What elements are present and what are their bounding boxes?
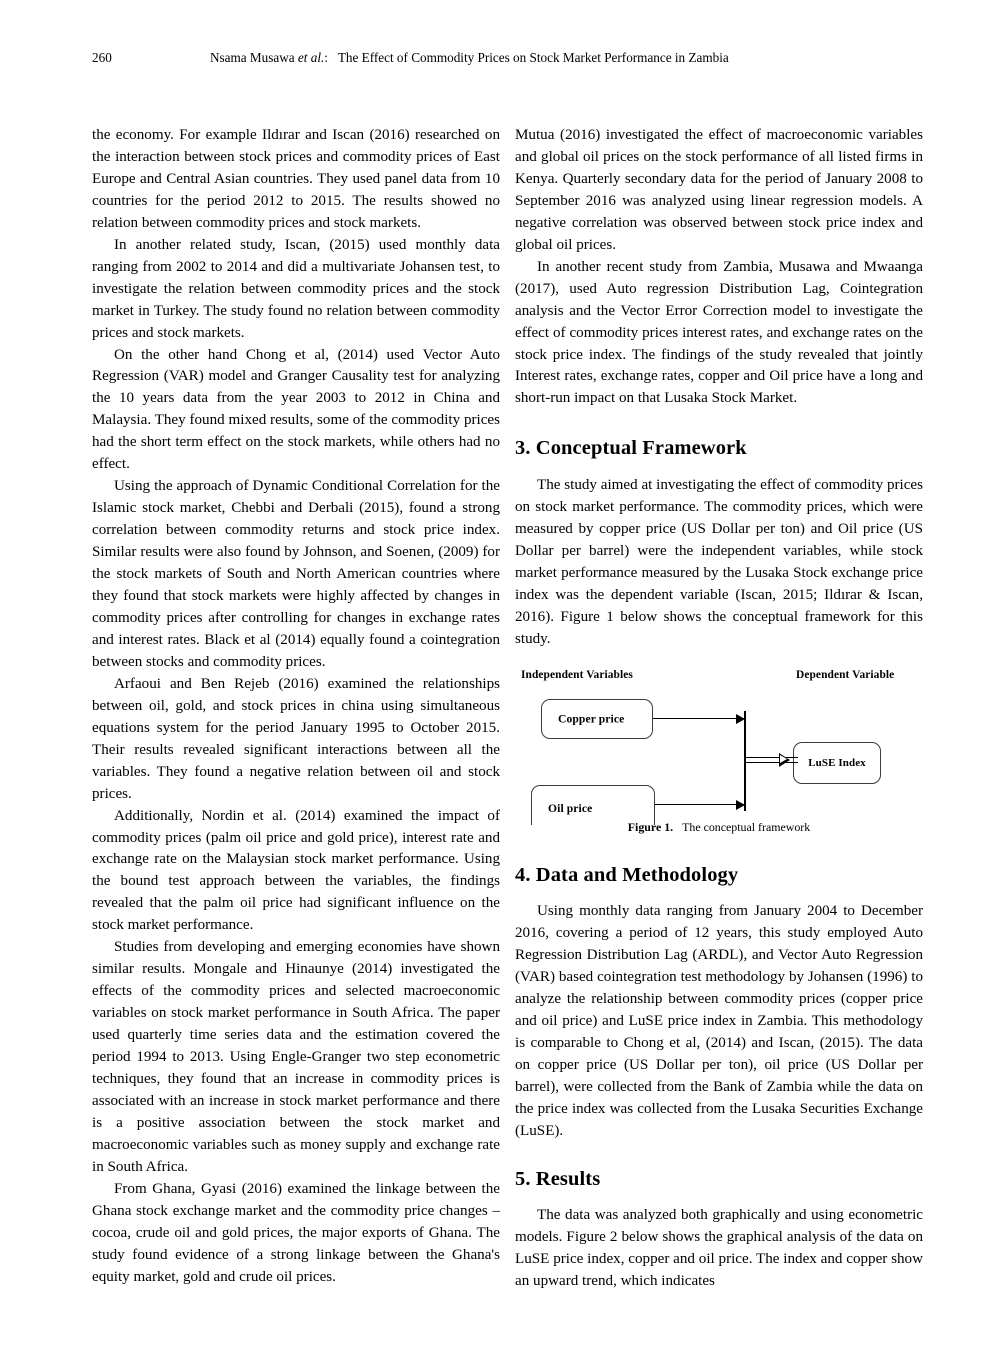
two-column-body bbox=[92, 125, 923, 1305]
diagram-node-copper-price-label: Copper price bbox=[558, 712, 625, 726]
connector-bus-to-luse bbox=[746, 757, 798, 763]
paragraph: The study aimed at investigating the effect of commodity prices on stock market performance. The commodity prices, which were measured by copper price (US Dollar per ton) and Oil price (US Dollar per barrel) were the independent variables, while stock market performance measured by the Lusaka Stock exchange price index was the dependent variable (Iscan, 2015; Ildırar & Iscan, 2016). Figure 1 below shows the conceptual framework for this study. bbox=[515, 477, 923, 647]
diagram-node-oil-price-label: Oil price bbox=[548, 801, 593, 815]
section-heading-data-and-methodology: 4. Data and Methodology bbox=[515, 863, 739, 886]
paragraph: Using the approach of Dynamic Conditional Correlation for the Islamic stock market, Chebbi and Derbali (2015), found a strong correlation between commodity returns and stock price index. Similar results were also found by Johnson, and Soenen, (2009) for the stock markets of South and North American countries where they found that stock markets were highly affected by changes in commodity prices after controlling for changes in exchange rates and interest rates. Black et al (2014) equally found a cointegration between stocks and commodity prices. bbox=[92, 478, 500, 670]
figure-label-independent-variables: Independent Variables bbox=[521, 668, 633, 681]
diagram-node-oil-price bbox=[531, 785, 655, 825]
paragraph: Additionally, Nordin et al. (2014) examined the impact of commodity prices (palm oil price and gold price), interest rate and exchange rate on the Malaysian stock market performance. Using the bound test approach between the variables, the findings revealed that the palm oil price had significant influence on the stock market performance. bbox=[92, 807, 500, 934]
right-column bbox=[515, 125, 923, 1293]
section-heading-conceptual-framework: 3. Conceptual Framework bbox=[515, 437, 747, 460]
paragraph: From Ghana, Gyasi (2016) examined the linkage between the Ghana stock exchange market and the commodity price changes – cocoa, crude oil and gold prices, the major exports of Ghana. The study found evidence of a strong linkage between the Ghana's equity market, gold and crude oil prices. bbox=[92, 1180, 500, 1285]
paragraph: Using monthly data ranging from January 2004 to December 2016, covering a period of 12 years, this study employed Auto Regression Distribution Lag (ARDL), and Vector Auto Regression (VAR) based cointegration test methodology by Johansen (1996) to analyze the relationship between commodity prices (copper price and oil price) and LuSE price index in Zambia. This methodology is comparable to Chong et al, (2014) and Iscan, (2015). The data on copper price (US Dollar per ton), oil price (US Dollar per barrel), were collected from the Bank of Zambia while the data on the price index was collected from the Lusaka Securities Exchange (LuSE). bbox=[515, 903, 923, 1139]
paragraph: On the other hand Chong et al, (2014) used Vector Auto Regression (VAR) model and Granger Causality test for analyzing the 10 years data from the year 2003 to 2012 in China and Malaysia. They found mixed results, some of the commodity prices had the short term effect on the stock markets, while others had no effect. bbox=[92, 346, 500, 473]
connector-oil-to-bus bbox=[655, 804, 745, 806]
running-head-authors: Nsama Musawa bbox=[210, 50, 298, 65]
paragraph: The data was analyzed both graphically and using econometric models. Figure 2 below shows the graphical analysis of the data on LuSE price index, copper and oil price. The index and copper show an upward trend, which indicates bbox=[515, 1207, 923, 1290]
diagram-node-luse-index-label: LuSE Index bbox=[808, 756, 866, 769]
open-arrow-head-icon bbox=[779, 753, 790, 767]
running-head bbox=[92, 50, 908, 66]
paragraph: the economy. For example Ildırar and Iscan (2016) researched on the interaction between stock prices and commodity prices of East Europe and Central Asian countries. They used panel data from 10 countries for the period 2012 to 2015. The results showed no relation between commodity prices and stock markets. bbox=[92, 127, 500, 231]
figure-1-conceptual-framework bbox=[515, 667, 923, 839]
paragraph: Mutua (2016) investigated the effect of macroeconomic variables and global oil prices on the stock performance of all listed firms in Kenya. Quarterly secondary data for the period of January 2008 to September 2016 was analyzed using linear regression models. A negative correlation was observed between stock price index and global oil prices. bbox=[515, 127, 923, 253]
figure-caption-text: The conceptual framework bbox=[682, 819, 811, 834]
paragraph: Studies from developing and emerging economies have shown similar results. Mongale and Hinaunye (2014) investigated the effects of the commodity prices and selected macroeconomic variables on stock market performance in South Africa. The paper used quarterly time series data and the estimation covered the period 1994 to 2013. Using Engle-Granger two step econometric techniques, they found that an increase in commodity prices is associated with an increase in stock market performance and there is a positive association between the stock market and macroeconomic variables such as money supply and exchange rate in South Africa. bbox=[92, 939, 500, 1175]
paragraph: In another recent study from Zambia, Musawa and Mwaanga (2017), used Auto regression Distribution Lag, Cointegration analysis and the Vector Error Correction model to investigate the effect of commodity prices interest rates, and exchange rates on the stock price index. The findings of the study revealed that jointly Interest rates, exchange rates, copper and Oil price have a long and short-run impact on that Lusaka Stock Market. bbox=[515, 258, 923, 407]
connector-copper-to-bus bbox=[653, 718, 745, 720]
diagram-node-luse-index bbox=[793, 742, 881, 784]
figure-caption-number: Figure 1. bbox=[627, 819, 674, 834]
diagram-node-copper-price bbox=[541, 699, 653, 739]
running-head-colon: : bbox=[324, 50, 328, 65]
figure-caption bbox=[515, 820, 923, 835]
paragraph: Arfaoui and Ben Rejeb (2016) examined the relationships between oil, gold, and stock prices in china using simultaneous equations system for the period January 1995 to October 2015. Their results revealed significant interactions between all the variables. They found a negative relation between oil and stock prices. bbox=[92, 675, 500, 802]
figure-label-dependent-variable: Dependent Variable bbox=[796, 668, 895, 681]
page-number: 260 bbox=[92, 50, 112, 65]
paragraph: In another related study, Iscan, (2015) used monthly data ranging from 2002 to 2014 and did a multivariate Johansen test, to investigate the relation between commodity prices and the stock market in Turkey. The study found no relation between commodity prices and stock markets. bbox=[92, 236, 500, 341]
left-column bbox=[92, 125, 500, 1289]
running-head-title: The Effect of Commodity Prices on Stock Market Performance in Zambia bbox=[337, 50, 729, 65]
running-head-etal: et al. bbox=[297, 50, 325, 65]
section-heading-results: 5. Results bbox=[515, 1167, 601, 1190]
